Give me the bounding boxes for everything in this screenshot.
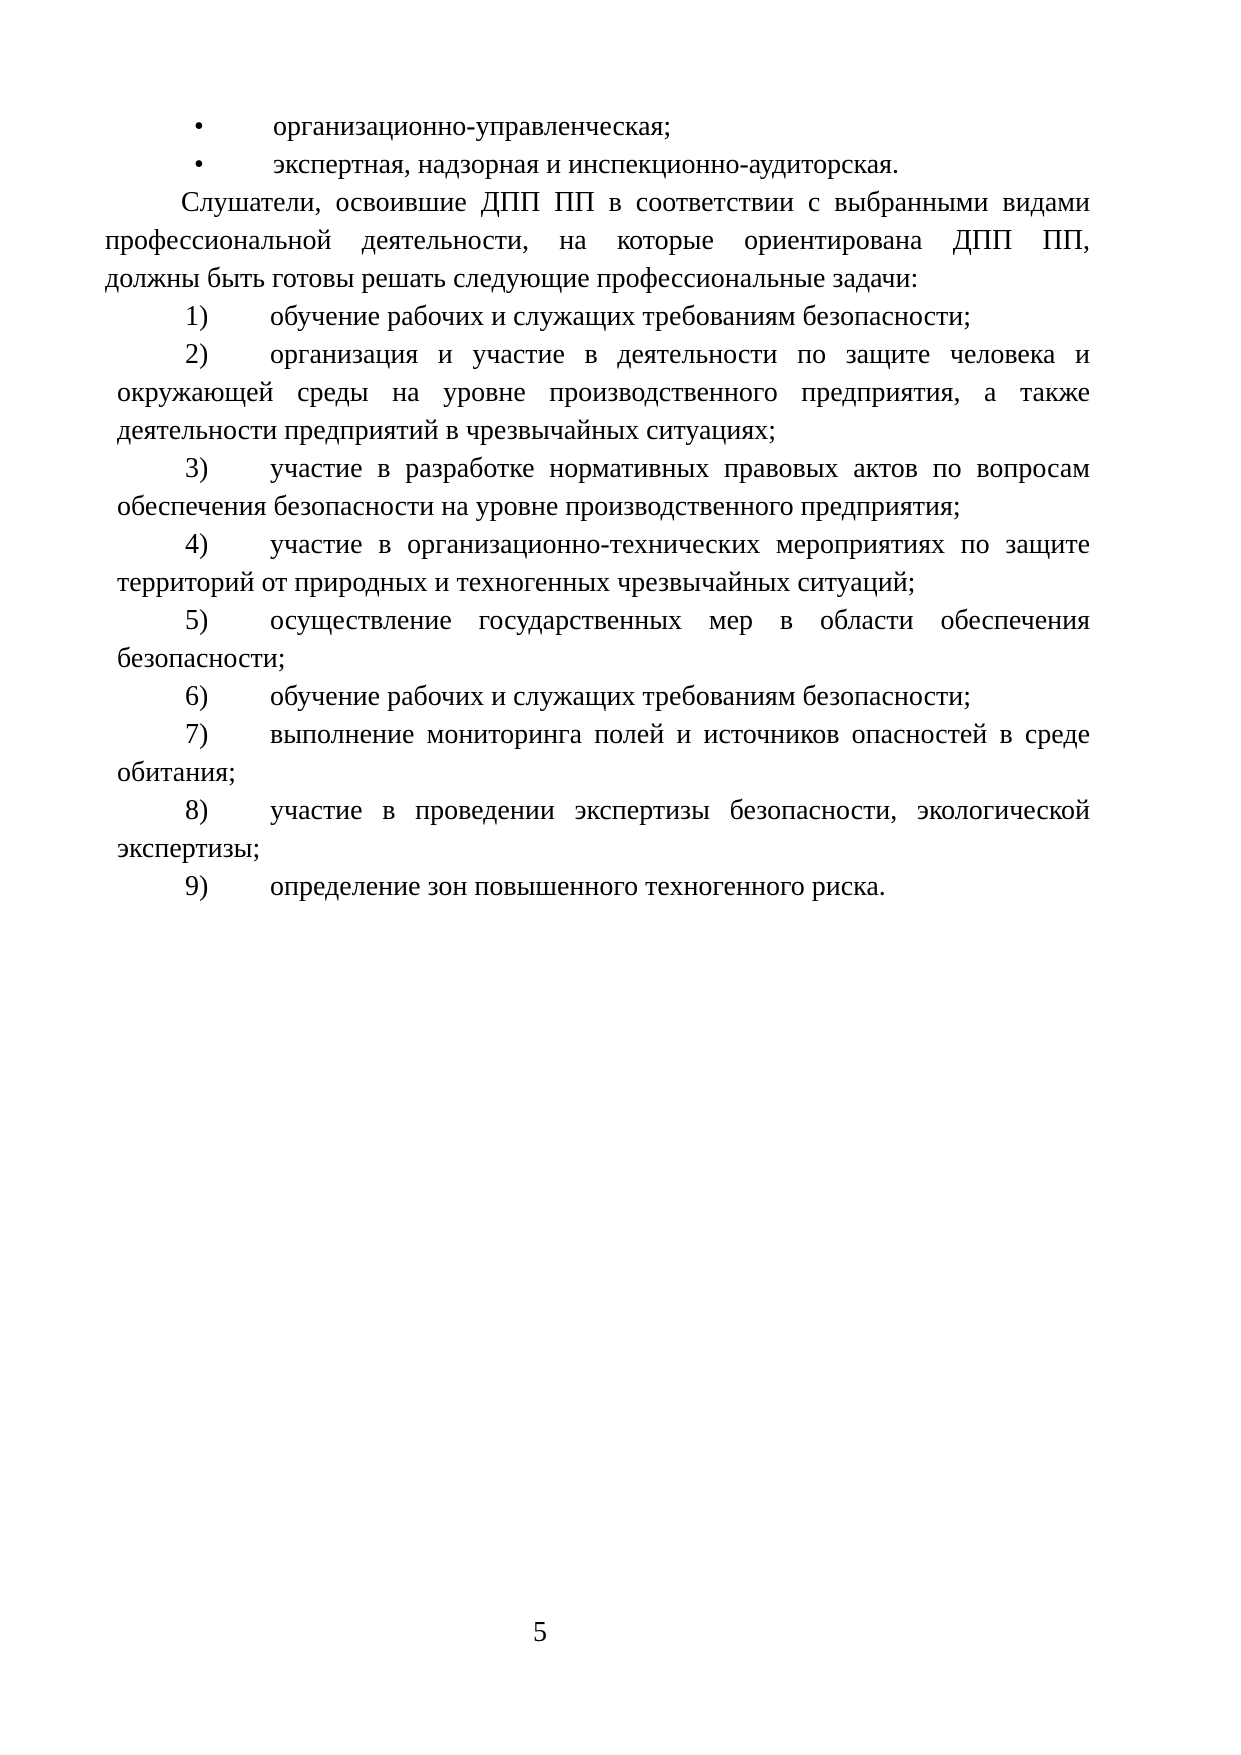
- numbered-item-3: [105, 450, 1090, 488]
- item-number: 6): [185, 681, 209, 712]
- numbered-item-5: [105, 602, 1090, 640]
- item-number: 3): [185, 453, 209, 484]
- paragraph-line: Слушатели, освоившие ДПП ПП в соответствии с выбранными видами: [181, 187, 1090, 218]
- item-text: осуществление государственных мер в области обеспечения: [270, 605, 1090, 636]
- numbered-item-4-wrap: территорий от природных и техногенных чрезвычайных ситуаций;: [117, 567, 916, 598]
- paragraph-line: профессиональной деятельности, на которые ориентирована ДПП ПП,: [105, 225, 1090, 256]
- item-text: выполнение мониторинга полей и источников опасностей в среде: [270, 719, 1090, 750]
- numbered-item-2: [105, 336, 1090, 374]
- numbered-item-6: [105, 678, 1090, 716]
- numbered-item-2-wrap: окружающей среды на уровне производственного предприятия, а также: [117, 377, 1090, 408]
- item-number: 4): [185, 529, 209, 560]
- page-number: 5: [533, 1617, 547, 1648]
- bullet-item: [105, 146, 1090, 184]
- numbered-item-8: [105, 792, 1090, 830]
- item-text: участие в проведении экспертизы безопасности, экологической: [270, 795, 1090, 826]
- numbered-item-3-wrap: обеспечения безопасности на уровне производственного предприятия;: [117, 491, 961, 522]
- item-text: участие в разработке нормативных правовых актов по вопросам: [270, 453, 1090, 484]
- bullet-item-text: организационно-управленческая;: [273, 111, 672, 142]
- item-number: 8): [185, 795, 209, 826]
- bullet-icon: •: [194, 111, 204, 142]
- numbered-item-9: [105, 868, 1090, 906]
- item-number: 1): [185, 301, 209, 332]
- item-number: 2): [185, 339, 209, 370]
- item-text: организация и участие в деятельности по защите человека и: [270, 339, 1090, 370]
- paragraph-line: должны быть готовы решать следующие профессиональные задачи:: [105, 263, 919, 294]
- numbered-item-7-wrap: обитания;: [117, 757, 236, 788]
- bullet-icon: •: [194, 149, 204, 180]
- document-body: [105, 108, 1090, 906]
- numbered-item-1: [105, 298, 1090, 336]
- numbered-item-7: [105, 716, 1090, 754]
- item-number: 5): [185, 605, 209, 636]
- numbered-item-2-wrap: деятельности предприятий в чрезвычайных ситуациях;: [117, 415, 777, 446]
- item-text: обучение рабочих и служащих требованиям безопасности;: [270, 301, 972, 332]
- item-text: обучение рабочих и служащих требованиям безопасности;: [270, 681, 972, 712]
- bullet-item-text: экспертная, надзорная и инспекционно-аудиторская.: [273, 149, 900, 180]
- item-text: участие в организационно-технических мероприятиях по защите: [270, 529, 1090, 560]
- item-number: 9): [185, 871, 209, 902]
- numbered-item-4: [105, 526, 1090, 564]
- numbered-item-8-wrap: экспертизы;: [117, 833, 261, 864]
- bullet-item: [105, 108, 1090, 146]
- item-number: 7): [185, 719, 209, 750]
- item-text: определение зон повышенного техногенного риска.: [270, 871, 886, 902]
- numbered-item-5-wrap: безопасности;: [117, 643, 286, 674]
